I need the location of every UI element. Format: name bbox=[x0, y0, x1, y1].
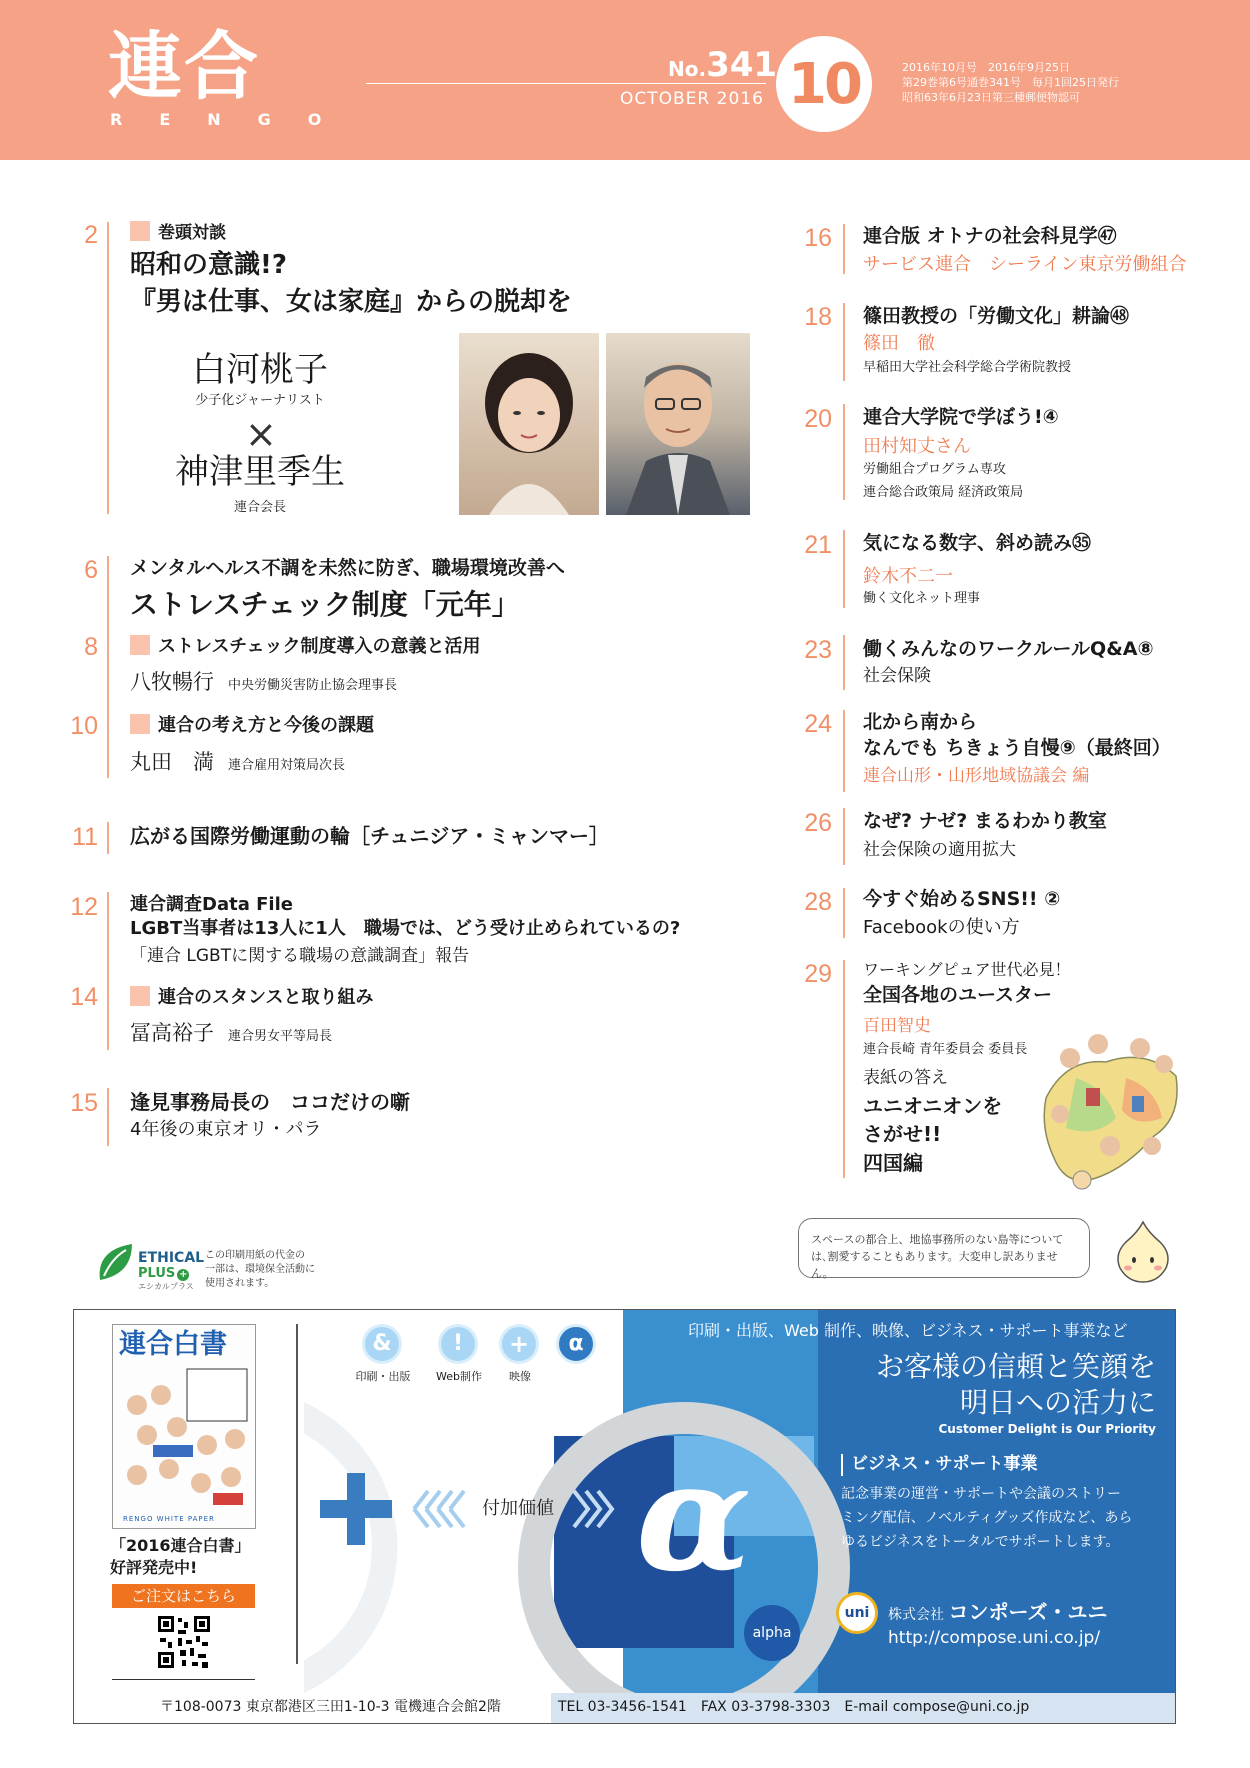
uni-logo: uni bbox=[836, 1592, 878, 1634]
article-title[interactable]: 連合のスタンスと取り組み bbox=[130, 986, 373, 1009]
ethical-logo-kana: エシカルプラス bbox=[138, 1282, 194, 1291]
page-number: 28 bbox=[804, 888, 832, 916]
toc-divider bbox=[107, 1088, 109, 1146]
author-name: 鈴木不二一 bbox=[863, 566, 953, 587]
advertisement bbox=[73, 1309, 1176, 1724]
alpha-badge: alpha bbox=[744, 1605, 800, 1661]
cover-answer-title: さがせ!! bbox=[863, 1122, 942, 1146]
article-title[interactable]: 広がる国際労働運動の輪［チュニジア・ミャンマー］ bbox=[130, 824, 609, 848]
page-number: 8 bbox=[84, 633, 98, 661]
shikoku-map-illustration bbox=[1036, 1018, 1186, 1200]
author-role: 労働組合プログラム専攻 bbox=[863, 462, 1006, 477]
page-number: 15 bbox=[70, 1089, 98, 1117]
rengo-logo: 連合 bbox=[108, 24, 260, 110]
service-label: 映像 bbox=[509, 1370, 531, 1383]
section-body: ミング配信、ノベルティグッズ作成など、あら bbox=[841, 1510, 1133, 1526]
versus-mark: × bbox=[245, 412, 277, 456]
page-number: 24 bbox=[804, 710, 832, 738]
toc-divider bbox=[843, 960, 845, 1178]
page-number: 14 bbox=[70, 983, 98, 1011]
author-role: 働く文化ネット理事 bbox=[863, 591, 981, 606]
article-title[interactable]: ストレスチェック制度導入の意義と活用 bbox=[130, 635, 481, 658]
author-line: 八牧暢行 中央労働災害防止協会理事長 bbox=[130, 670, 398, 694]
page-number: 16 bbox=[804, 224, 832, 252]
interviewee-role: 少子化ジャーナリスト bbox=[195, 393, 325, 408]
ethical-logo-text: ETHICAL bbox=[138, 1250, 205, 1266]
ethical-leaf-icon bbox=[96, 1240, 136, 1284]
article-title[interactable]: 逢見事務局長の ココだけの噺 bbox=[130, 1090, 410, 1114]
company-address: 〒108-0073 東京都港区三田1-10-3 電機連合会館2階 bbox=[160, 1699, 501, 1715]
apology-speech-bubble: スペースの都合上、地協事務所のない島等について は､割愛することもあります。大変申し訳ありません。 bbox=[798, 1218, 1090, 1278]
page-number: 10 bbox=[70, 712, 98, 740]
article-subtitle: サービス連合 シーライン東京労働組合 bbox=[863, 254, 1187, 275]
service-label: Web制作 bbox=[436, 1370, 482, 1383]
page-number: 26 bbox=[804, 809, 832, 837]
company-name: 株式会社 コンポーズ・ユニ bbox=[888, 1600, 1108, 1624]
publication-info: 2016年10月号 2016年9月25日 第29巻第6号通巻341号 毎月1回25日発行 昭和63年6月23日第三種郵便物認可 bbox=[902, 61, 1119, 104]
article-title[interactable]: なんでも ちきょう自慢⑨（最終回） bbox=[863, 737, 1171, 759]
author-name: 百田智史 bbox=[863, 1016, 931, 1036]
onion-mascot bbox=[1110, 1218, 1176, 1284]
alpha-glyph: α bbox=[636, 1429, 752, 1605]
category-label: 巻頭対談 bbox=[130, 221, 226, 243]
article-subtitle: 社会保険の適用拡大 bbox=[863, 840, 1016, 860]
cover-answer-title: ユニオニオンを bbox=[863, 1094, 1003, 1118]
page-number: 12 bbox=[70, 893, 98, 921]
article-title[interactable]: 連合調査Data File bbox=[130, 894, 293, 915]
month-badge: 10 bbox=[776, 36, 872, 132]
article-title[interactable]: なぜ? ナゼ? まるわかり教室 bbox=[863, 810, 1107, 832]
interviewee-name: 白河桃子 bbox=[192, 350, 328, 390]
article-title[interactable]: 篠田教授の「労働文化」耕論㊽ bbox=[863, 305, 1130, 327]
article-lead: ワーキングピュア世代必見！ bbox=[863, 960, 1071, 979]
page-number: 6 bbox=[84, 556, 98, 584]
page-number: 23 bbox=[804, 636, 832, 664]
promo-text: 「2016連合白書」 bbox=[110, 1536, 251, 1555]
masthead bbox=[0, 0, 1250, 160]
author-role: 早稲田大学社会科学総合学術院教授 bbox=[863, 360, 1072, 375]
toc-divider bbox=[107, 822, 109, 854]
article-subtitle: 4年後の東京オリ・パラ bbox=[130, 1119, 322, 1140]
section-body: ゆるビジネスをトータルでサポートします。 bbox=[841, 1534, 1120, 1550]
toc-divider bbox=[843, 224, 845, 274]
ampersand-icon[interactable]: & bbox=[362, 1324, 402, 1364]
ad-headline: お客様の信頼と笑顔を bbox=[875, 1350, 1156, 1383]
toc-divider bbox=[843, 303, 845, 381]
author-role: 連合長崎 青年委員会 委員長 bbox=[863, 1042, 1028, 1057]
article-title[interactable]: LGBT当事者は13人に1人 職場では、どう受け止められているの? bbox=[130, 918, 681, 939]
author-role: 連合総合政策局 経済政策局 bbox=[863, 485, 1024, 500]
photo-kozu bbox=[606, 333, 750, 515]
service-label: 印刷・出版 bbox=[355, 1370, 411, 1383]
photo-shirakawa bbox=[459, 333, 599, 515]
service-label: ビジネス・サポート事業 bbox=[547, 1368, 607, 1391]
rengo-logo-romaji: RENGO bbox=[110, 110, 359, 129]
toc-divider bbox=[843, 404, 845, 500]
article-subtitle: 連合山形・山形地域協議会 編 bbox=[863, 766, 1090, 786]
ad-headline-english: Customer Delight is Our Priority bbox=[938, 1422, 1156, 1436]
page-number: 11 bbox=[72, 823, 98, 851]
toc-divider bbox=[843, 710, 845, 792]
toc-divider bbox=[107, 222, 109, 514]
plus-icon[interactable]: + bbox=[499, 1324, 539, 1364]
company-url[interactable]: http://compose.uni.co.jp/ bbox=[888, 1628, 1101, 1648]
cover-answer-title: 四国編 bbox=[863, 1151, 923, 1175]
author-line: 冨高裕子 連合男女平等局長 bbox=[130, 1021, 333, 1045]
toc-divider bbox=[843, 530, 845, 608]
cover-answer-label: 表紙の答え bbox=[863, 1068, 948, 1088]
toc-divider bbox=[843, 808, 845, 865]
toc-divider bbox=[843, 635, 845, 690]
ad-headline: 明日への活力に bbox=[959, 1386, 1156, 1419]
alpha-icon[interactable]: α bbox=[556, 1324, 596, 1364]
order-button[interactable]: ご注文はこちら bbox=[112, 1584, 255, 1608]
page-number: 18 bbox=[804, 303, 832, 331]
toc-divider bbox=[107, 556, 109, 778]
article-subtitle: 「連合 LGBTに関する職場の意識調査」報告 bbox=[130, 946, 470, 966]
article-lead: メンタルヘルス不調を未然に防ぎ、職場環境改善へ bbox=[130, 557, 565, 579]
article-title[interactable]: 気になる数字、斜め読み㉟ bbox=[863, 532, 1092, 554]
ethical-logo-text: PLUS + bbox=[138, 1266, 188, 1281]
ethical-note: この印刷用紙の代金の 一部は、環境保全活動に 使用されます。 bbox=[205, 1250, 315, 1289]
article-subtitle: Facebookの使い方 bbox=[863, 917, 1020, 938]
interviewee-role: 連合会長 bbox=[233, 500, 286, 515]
page-number: 21 bbox=[804, 531, 832, 559]
author-name: 篠田 徹 bbox=[863, 333, 935, 354]
article-title[interactable]: 連合大学院で学ぼう!④ bbox=[863, 406, 1059, 428]
white-paper-book-cover[interactable]: 連合白書 RENGO WHITE PAPER bbox=[112, 1324, 256, 1529]
issue-month-english: OCTOBER 2016 bbox=[620, 89, 764, 109]
article-subtitle: 社会保険 bbox=[863, 666, 931, 686]
page-number: 29 bbox=[804, 960, 832, 988]
article-title[interactable]: 北から南から bbox=[863, 711, 978, 733]
article-title[interactable]: 全国各地のユースター bbox=[863, 984, 1053, 1006]
toc-divider bbox=[107, 892, 109, 1050]
article-title[interactable]: 連合の考え方と今後の課題 bbox=[130, 714, 374, 737]
section-body: 記念事業の運営・サポートや会議のストリー bbox=[841, 1486, 1121, 1502]
promo-text: 好評発売中! bbox=[110, 1558, 198, 1577]
page-number: 2 bbox=[84, 221, 98, 249]
article-title[interactable]: 『男は仕事、女は家庭』からの脱却を bbox=[130, 287, 573, 317]
exclamation-icon[interactable]: ! bbox=[438, 1324, 478, 1364]
author-name: 田村知丈さん bbox=[863, 436, 971, 457]
article-title[interactable]: 連合版 オトナの社会科見学㊼ bbox=[863, 225, 1117, 247]
services-tagline: 印刷・出版、Web 制作、映像、ビジネス・サポート事業など bbox=[688, 1321, 1128, 1340]
article-title[interactable]: ストレスチェック制度「元年」 bbox=[130, 588, 520, 621]
author-line: 丸田 満 連合雇用対策局次長 bbox=[130, 750, 346, 774]
article-title[interactable]: 働くみんなのワークルールQ&A⑧ bbox=[863, 638, 1154, 660]
toc-divider bbox=[843, 888, 845, 938]
issue-number: No.341 bbox=[668, 45, 778, 85]
article-title[interactable]: 昭和の意識!? bbox=[130, 250, 287, 280]
article-title[interactable]: 今すぐ始めるSNS!! ② bbox=[863, 888, 1061, 910]
page-number: 20 bbox=[804, 405, 832, 433]
section-title: ビジネス・サポート事業 bbox=[851, 1454, 1038, 1474]
company-contact: TEL 03-3456-1541 FAX 03-3798-3303 E-mail compose@uni.co.jp bbox=[558, 1699, 1030, 1715]
value-added-label: 付加価値 bbox=[482, 1498, 554, 1519]
interviewee-name: 神津里季生 bbox=[175, 452, 345, 492]
